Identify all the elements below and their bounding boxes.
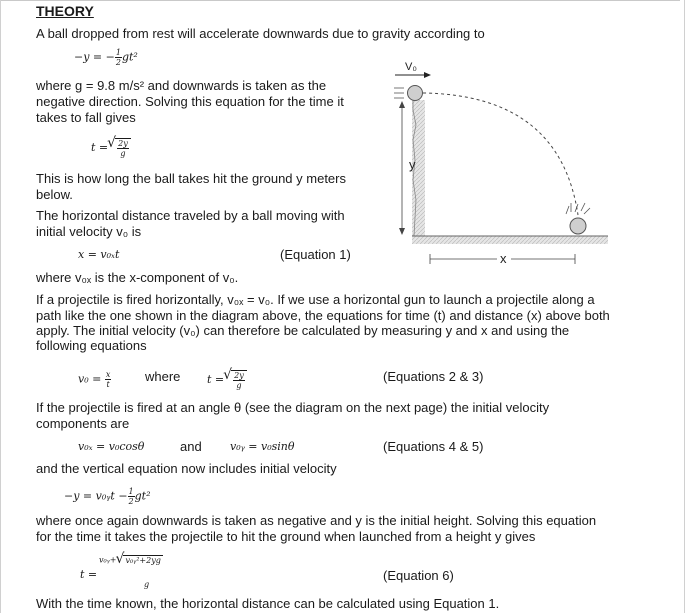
equation-1-label: (Equation 1) bbox=[280, 247, 351, 262]
launch-ball bbox=[408, 86, 423, 101]
vertical-equation: −y = v₀ᵧt − $\frac{1}{2}$ gt² bbox=[64, 487, 151, 506]
equation-6-label: (Equation 6) bbox=[383, 568, 454, 583]
equation-2: v₀ = $\frac{x}{t}$ bbox=[78, 370, 111, 389]
drop-equation: −y = − $\frac{1}{2}$ gt² bbox=[74, 48, 138, 67]
equation-6-lhs: t = bbox=[80, 568, 98, 581]
equations-2-3-label: (Equations 2 & 3) bbox=[383, 369, 484, 384]
projectile-para-line-1: If a projectile is fired horizontally, v₀ₓ = v₀. If we use a horizontal gun to launch a projectile along a bbox=[36, 292, 595, 307]
intro-text: A ball dropped from rest will accelerate downwards due to gravity according to bbox=[36, 26, 485, 41]
equation-3: t = √ $\frac{2y}{g}$ bbox=[207, 370, 247, 390]
where-g-line-1: where g = 9.8 m/s² and downwards is taken as the bbox=[36, 78, 327, 93]
equation-1: x = v₀ₓt bbox=[78, 248, 120, 261]
time-desc-line-1: This is how long the ball takes hit the ground y meters bbox=[36, 171, 346, 186]
final-text: With the time known, the horizontal distance can be calculated using Equation 1. bbox=[36, 596, 500, 611]
landing-ball bbox=[570, 218, 586, 234]
theory-heading: THEORY bbox=[36, 3, 94, 19]
ground bbox=[412, 236, 608, 244]
where-v0x-text: where v₀ₓ is the x-component of v₀. bbox=[36, 270, 239, 285]
where-g-line-2: negative direction. Solving this equation for the time it bbox=[36, 94, 344, 109]
angle-para-line-1: If the projectile is fired at an angle θ (see the diagram on the next page) the initial velocity bbox=[36, 400, 550, 415]
equation-6-numerator: v₀ᵧ+√ v₀ᵧ²+2yg bbox=[99, 555, 163, 566]
y-arrow-top bbox=[399, 101, 405, 108]
angle-para-line-2: components are bbox=[36, 416, 130, 431]
equation-where: where bbox=[145, 369, 181, 384]
horiz-intro-line-2: initial velocity v₀ is bbox=[36, 224, 142, 239]
y-arrow-bottom bbox=[399, 228, 405, 235]
velocity-arrow-head bbox=[424, 72, 431, 78]
x-label: x bbox=[500, 251, 507, 266]
time-desc-line-2: below. bbox=[36, 187, 73, 202]
time-equation: t = √ $\frac{2y}{g}$ bbox=[91, 138, 131, 158]
projectile-para-line-4: following equations bbox=[36, 338, 147, 353]
equation-4: v₀ₓ = v₀cosθ bbox=[78, 440, 145, 453]
where-g-line-3: takes to fall gives bbox=[36, 110, 136, 125]
impact-splash bbox=[566, 203, 590, 214]
equation-6-denominator: g bbox=[144, 580, 150, 589]
projectile-para-line-3: apply. The initial velocity (v₀) can therefore be calculated by measuring y and x and using the bbox=[36, 323, 570, 338]
once-again-line-2: for the time it takes the projectile to hit the ground when launched from a height y gives bbox=[36, 529, 536, 544]
vertical-para: and the vertical equation now includes initial velocity bbox=[36, 461, 337, 476]
v0-label: V₀ bbox=[405, 61, 417, 73]
equation-5: v₀ᵧ = v₀sinθ bbox=[230, 440, 295, 453]
once-again-line-1: where once again downwards is taken as negative and y is the initial height. Solving this equation bbox=[36, 513, 597, 528]
y-label: y bbox=[409, 157, 416, 172]
trajectory-path bbox=[423, 93, 578, 215]
projectile-para-line-2: path like the one shown in the diagram above, the equations for time (t) and distance (x) above both bbox=[36, 308, 610, 323]
horiz-intro-line-1: The horizontal distance traveled by a ball moving with bbox=[36, 208, 345, 223]
equations-4-5-label: (Equations 4 & 5) bbox=[383, 439, 484, 454]
equations-4-5-and: and bbox=[180, 439, 202, 454]
